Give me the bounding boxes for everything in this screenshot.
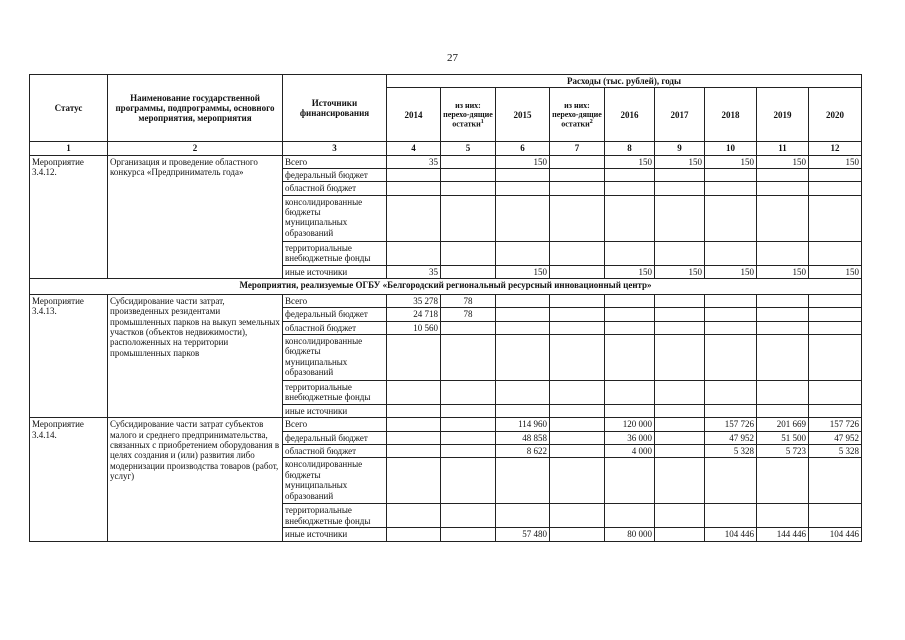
amount-cell: [705, 321, 757, 334]
amount-cell: [550, 169, 605, 182]
amount-cell: [605, 295, 655, 308]
header-from-them-1: из них:: [455, 100, 481, 110]
amount-cell: [705, 381, 757, 405]
table-header: [30, 75, 862, 156]
amount-cell: [550, 335, 605, 381]
amount-cell: [387, 182, 441, 195]
amount-cell: 47 952: [705, 431, 757, 444]
funding-source: иные источники: [283, 528, 387, 541]
activity-name: Организация и проведение областного конкурса «Предприниматель года»: [108, 155, 283, 278]
header-2018: 2018: [705, 88, 757, 142]
amount-cell: [757, 321, 809, 334]
funding-source: иные источники: [283, 405, 387, 418]
amount-cell: 104 446: [705, 528, 757, 541]
amount-cell: [655, 445, 705, 458]
funding-source: Всего: [283, 418, 387, 431]
amount-cell: [387, 458, 441, 504]
amount-cell: [705, 308, 757, 321]
amount-cell: [496, 182, 550, 195]
amount-cell: [605, 241, 655, 265]
amount-cell: [757, 381, 809, 405]
amount-cell: 57 480: [496, 528, 550, 541]
budget-table: [29, 74, 862, 542]
amount-cell: [757, 169, 809, 182]
amount-cell: [605, 182, 655, 195]
amount-cell: 150: [605, 265, 655, 278]
amount-cell: 150: [809, 155, 862, 168]
amount-cell: [550, 418, 605, 431]
amount-cell: [550, 458, 605, 504]
section-row: [30, 279, 862, 295]
amount-cell: [550, 405, 605, 418]
amount-cell: [757, 504, 809, 528]
header-carryover-1-label: перехо-дящие остатки: [443, 109, 493, 129]
amount-cell: [441, 265, 496, 278]
amount-cell: [496, 405, 550, 418]
amount-cell: 150: [655, 155, 705, 168]
amount-cell: [809, 308, 862, 321]
amount-cell: [550, 321, 605, 334]
amount-cell: [655, 169, 705, 182]
header-2014: 2014: [387, 88, 441, 142]
amount-cell: [441, 335, 496, 381]
amount-cell: [605, 169, 655, 182]
amount-cell: [387, 405, 441, 418]
col-number: 8: [605, 142, 655, 155]
col-number: 3: [283, 142, 387, 155]
amount-cell: [441, 321, 496, 334]
funding-source: консолидированные бюджеты муниципальных образований: [283, 335, 387, 381]
amount-cell: 104 446: [809, 528, 862, 541]
amount-cell: [441, 445, 496, 458]
amount-cell: [441, 155, 496, 168]
amount-cell: [655, 458, 705, 504]
amount-cell: [387, 381, 441, 405]
amount-cell: 48 858: [496, 431, 550, 444]
amount-cell: 5 328: [705, 445, 757, 458]
amount-cell: [496, 381, 550, 405]
funding-source: федеральный бюджет: [283, 308, 387, 321]
amount-cell: [441, 182, 496, 195]
amount-cell: [757, 295, 809, 308]
amount-cell: 78: [441, 308, 496, 321]
amount-cell: [496, 241, 550, 265]
amount-cell: [441, 381, 496, 405]
amount-cell: [496, 458, 550, 504]
amount-cell: 157 726: [705, 418, 757, 431]
amount-cell: [809, 335, 862, 381]
amount-cell: 157 726: [809, 418, 862, 431]
funding-source: федеральный бюджет: [283, 169, 387, 182]
table-body: [30, 155, 862, 541]
amount-cell: [655, 335, 705, 381]
amount-cell: 5 723: [757, 445, 809, 458]
amount-cell: [809, 195, 862, 241]
header-2020: 2020: [809, 88, 862, 142]
amount-cell: [705, 195, 757, 241]
amount-cell: [809, 241, 862, 265]
amount-cell: [550, 445, 605, 458]
section-title: Мероприятия, реализуемые ОГБУ «Белгородский региональный ресурсный инновационный центр»: [30, 279, 862, 295]
amount-cell: [757, 335, 809, 381]
amount-cell: [387, 195, 441, 241]
amount-cell: [441, 458, 496, 504]
header-from-them-2: из них:: [564, 100, 590, 110]
funding-source: территориальные внебюджетные фонды: [283, 381, 387, 405]
amount-cell: [441, 169, 496, 182]
header-2015: 2015: [496, 88, 550, 142]
funding-source: областной бюджет: [283, 182, 387, 195]
col-number: 10: [705, 142, 757, 155]
amount-cell: [387, 418, 441, 431]
amount-cell: [550, 265, 605, 278]
amount-cell: [705, 504, 757, 528]
amount-cell: [809, 504, 862, 528]
header-2017: 2017: [655, 88, 705, 142]
amount-cell: [605, 335, 655, 381]
amount-cell: [387, 445, 441, 458]
header-expenses: Расходы (тыс. рублей), годы: [387, 75, 862, 88]
funding-source: консолидированные бюджеты муниципальных образований: [283, 195, 387, 241]
amount-cell: [605, 381, 655, 405]
amount-cell: 80 000: [605, 528, 655, 541]
table-row: [30, 418, 862, 431]
amount-cell: [757, 195, 809, 241]
footnote-mark-2: 2: [589, 119, 593, 126]
amount-cell: [496, 295, 550, 308]
amount-cell: 35: [387, 265, 441, 278]
funding-source: федеральный бюджет: [283, 431, 387, 444]
amount-cell: [441, 405, 496, 418]
amount-cell: [441, 418, 496, 431]
amount-cell: 150: [655, 265, 705, 278]
amount-cell: [441, 241, 496, 265]
amount-cell: 78: [441, 295, 496, 308]
amount-cell: [550, 381, 605, 405]
col-number: 5: [441, 142, 496, 155]
activity-status: Мероприятие 3.4.14.: [30, 418, 108, 541]
amount-cell: [655, 241, 705, 265]
amount-cell: [550, 241, 605, 265]
amount-cell: [387, 431, 441, 444]
amount-cell: 5 328: [809, 445, 862, 458]
activity-status: Мероприятие 3.4.13.: [30, 295, 108, 418]
amount-cell: [605, 504, 655, 528]
amount-cell: [705, 335, 757, 381]
amount-cell: [809, 182, 862, 195]
amount-cell: [605, 458, 655, 504]
header-carryover-1: [441, 88, 496, 142]
amount-cell: [655, 195, 705, 241]
amount-cell: 150: [809, 265, 862, 278]
amount-cell: [655, 381, 705, 405]
amount-cell: [496, 335, 550, 381]
funding-source: консолидированные бюджеты муниципальных образований: [283, 458, 387, 504]
funding-source: Всего: [283, 155, 387, 168]
funding-source: областной бюджет: [283, 445, 387, 458]
amount-cell: 150: [705, 155, 757, 168]
table-row: [30, 295, 862, 308]
amount-cell: 150: [496, 155, 550, 168]
amount-cell: [705, 241, 757, 265]
amount-cell: [550, 528, 605, 541]
amount-cell: [757, 182, 809, 195]
amount-cell: 150: [757, 155, 809, 168]
amount-cell: [809, 321, 862, 334]
amount-cell: 47 952: [809, 431, 862, 444]
amount-cell: [441, 431, 496, 444]
amount-cell: [757, 458, 809, 504]
col-number: 1: [30, 142, 108, 155]
activity-name: Субсидирование части затрат субъектов малого и среднего предпринимательства, связанных с приобретением оборудования в целях создания и (или) развития либо модернизации производства товаров (работ, услуг): [108, 418, 283, 541]
amount-cell: [809, 458, 862, 504]
amount-cell: [605, 321, 655, 334]
amount-cell: [655, 295, 705, 308]
column-number-row: [30, 142, 862, 155]
amount-cell: 150: [496, 265, 550, 278]
amount-cell: [655, 431, 705, 444]
col-number: 9: [655, 142, 705, 155]
amount-cell: [605, 405, 655, 418]
amount-cell: [705, 405, 757, 418]
amount-cell: 114 960: [496, 418, 550, 431]
header-2016: 2016: [605, 88, 655, 142]
footnote-mark-1: 1: [480, 119, 484, 126]
amount-cell: [757, 308, 809, 321]
amount-cell: [705, 458, 757, 504]
amount-cell: 150: [757, 265, 809, 278]
amount-cell: 35 278: [387, 295, 441, 308]
amount-cell: [496, 308, 550, 321]
amount-cell: 35: [387, 155, 441, 168]
amount-cell: [550, 182, 605, 195]
col-number: 4: [387, 142, 441, 155]
amount-cell: 120 000: [605, 418, 655, 431]
amount-cell: [705, 295, 757, 308]
amount-cell: 24 718: [387, 308, 441, 321]
amount-cell: [655, 504, 705, 528]
amount-cell: [809, 381, 862, 405]
amount-cell: [605, 308, 655, 321]
amount-cell: [550, 431, 605, 444]
amount-cell: 150: [605, 155, 655, 168]
amount-cell: 150: [705, 265, 757, 278]
amount-cell: [705, 182, 757, 195]
amount-cell: [550, 195, 605, 241]
amount-cell: [387, 528, 441, 541]
amount-cell: [809, 405, 862, 418]
amount-cell: 8 622: [496, 445, 550, 458]
activity-status: Мероприятие 3.4.12.: [30, 155, 108, 278]
amount-cell: [655, 418, 705, 431]
col-number: 2: [108, 142, 283, 155]
amount-cell: [705, 169, 757, 182]
amount-cell: 201 669: [757, 418, 809, 431]
table-row: [30, 155, 862, 168]
amount-cell: [655, 528, 705, 541]
header-status: Статус: [30, 75, 108, 142]
amount-cell: [441, 195, 496, 241]
funding-source: территориальные внебюджетные фонды: [283, 504, 387, 528]
amount-cell: [809, 295, 862, 308]
amount-cell: [441, 528, 496, 541]
amount-cell: [605, 195, 655, 241]
amount-cell: [757, 241, 809, 265]
header-name: Наименование государственной программы, подпрограммы, основного мероприятия, мероприятия: [108, 75, 283, 142]
amount-cell: 51 500: [757, 431, 809, 444]
col-number: 11: [757, 142, 809, 155]
amount-cell: [496, 504, 550, 528]
amount-cell: [550, 308, 605, 321]
header-carryover-2-label: перехо-дящие остатки: [552, 109, 602, 129]
amount-cell: 144 446: [757, 528, 809, 541]
funding-source: Всего: [283, 295, 387, 308]
amount-cell: 10 560: [387, 321, 441, 334]
col-number: 7: [550, 142, 605, 155]
amount-cell: [550, 504, 605, 528]
amount-cell: [387, 504, 441, 528]
amount-cell: [496, 169, 550, 182]
amount-cell: [387, 335, 441, 381]
amount-cell: [441, 504, 496, 528]
amount-cell: [496, 321, 550, 334]
header-sources: Источники финансирования: [283, 75, 387, 142]
amount-cell: [387, 241, 441, 265]
amount-cell: [809, 169, 862, 182]
amount-cell: [655, 308, 705, 321]
amount-cell: [655, 321, 705, 334]
amount-cell: [496, 195, 550, 241]
funding-source: областной бюджет: [283, 321, 387, 334]
header-carryover-2: [550, 88, 605, 142]
col-number: 12: [809, 142, 862, 155]
header-2019: 2019: [757, 88, 809, 142]
col-number: 6: [496, 142, 550, 155]
amount-cell: [550, 295, 605, 308]
amount-cell: 4 000: [605, 445, 655, 458]
amount-cell: [387, 169, 441, 182]
amount-cell: [550, 155, 605, 168]
funding-source: иные источники: [283, 265, 387, 278]
funding-source: территориальные внебюджетные фонды: [283, 241, 387, 265]
amount-cell: [655, 405, 705, 418]
activity-name: Субсидирование части затрат, произведенных резидентами промышленных парков на выкуп земельных участков (объектов недвижимости), расположенных на территории промышленных парков: [108, 295, 283, 418]
page-number: 27: [447, 52, 458, 64]
amount-cell: [757, 405, 809, 418]
amount-cell: [655, 182, 705, 195]
amount-cell: 36 000: [605, 431, 655, 444]
